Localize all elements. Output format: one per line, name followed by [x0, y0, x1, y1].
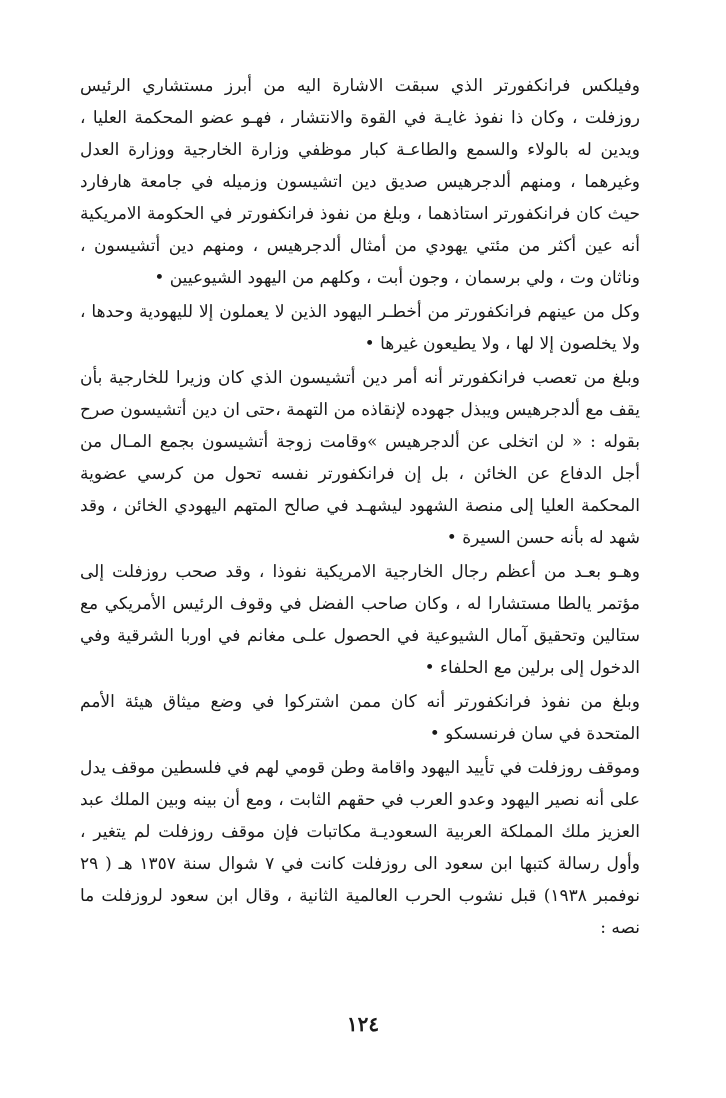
paragraph-yalta: وهـو بعـد من أعظم رجال الخارجية الامريكية نفوذا ، وقد صحب روزفلت إلى مؤتمر يالطا مستشارا له ، وكان صاحب الفضل في وقوف الرئيس الأمريكي مع ستالين وتحقيق آمال الشيوعية في الحصول علـى مغانم في اوربا الشرقية وفي الدخول إلى برلين مع الحلفاء • — [80, 562, 640, 678]
page-body — [80, 70, 640, 944]
paragraph-roosevelt-position: وموقف روزفلت في تأييد اليهود واقامة وطن قومي لهم في فلسطين موقف يدل على أنه نصير اليهود وعدو العرب في حقهم الثابت ، ومع أن بينه وبين الملك عبد العزيز ملك المملكة العربية السعوديـة مكاتبات فإن موقف روزفلت لم يتغير ، وأول رسالة كتبها ابن سعود الى روزفلت كانت في ٧ شوال سنة ١٣٥٧ هـ ( ٢٩ نوفمبر ١٩٣٨) قبل نشوب الحرب العالمية الثانية ، وقال ابن سعود لروزفلت ما نصه : — [80, 758, 640, 938]
paragraph-appointees: وكل من عينهم فرانكفورتر من أخطـر اليهود الذين لا يعملون إلا لليهودية وحدها ، ولا يخلصون إلا لها ، ولا يطيعون غيرها • — [80, 302, 640, 354]
paragraph-frankfurter-influence: وفيلكس فرانكفورتر الذي سبقت الاشارة اليه من أبرز مستشاري الرئيس روزفلت ، وكان ذا نفوذ غايـة في القوة والانتشار ، فهـو عضو المحكمة العليا ، ويدين له بالولاء والسمع والطاعـة كبار موظفي وزارة الخارجية ووزارة العدل وغيرهما ، ومنهم ألدجرهيس صديق دين اتشيسون وزميله في جامعة هارفارد حيث كان فرانكفورتر استاذهما ، وبلغ من نفوذ فرانكفورتر في الحكومة الامريكية أنه عين أكثر من مئتي يهودي من أمثال ألدجرهيس ، ومنهم دين أتشيسون ، وناثان وت ، ولي برسمان ، وجون أبت ، وكلهم من اليهود الشيوعيين • — [80, 76, 640, 288]
page-number: ١٢٤ — [346, 1012, 380, 1036]
paragraph-acheson-defense: وبلغ من تعصب فرانكفورتر أنه أمر دين أتشيسون الذي كان وزيرا للخارجية بأن يقف مع ألدجرهيس ويبذل جهوده لإنقاذه من التهمة ،حتى ان دين أتشيسون صرح بقوله : « لن اتخلى عن ألدجرهيس »وقامت زوجة أتشيسون بجمع المـال من أجل الدفاع عن الخائن ، بل إن فرانكفورتر نفسه تحول من كرسي عضوية المحكمة العليا إلى منصة الشهود ليشهـد في صالح المتهم اليهودي الخائن ، وقد شهد له بأنه حسن السيرة • — [80, 368, 640, 548]
paragraph-un-charter: وبلغ من نفوذ فرانكفورتر أنه كان ممن اشتركوا في وضع ميثاق هيئة الأمم المتحدة في سان فرنسسكو • — [80, 692, 640, 744]
